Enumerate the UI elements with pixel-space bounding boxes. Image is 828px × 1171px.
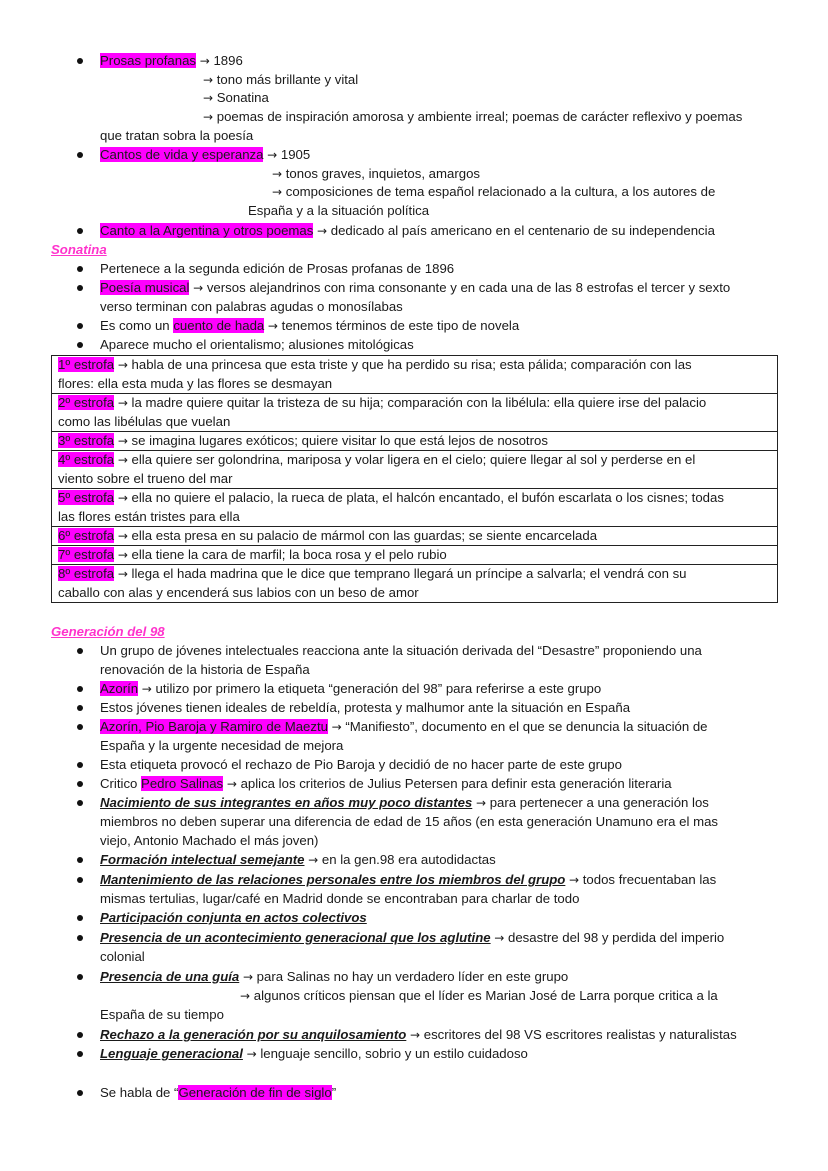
table-row: 5º estrofa → ella no quiere el palacio, la rueca de plata, el halcón encantado, el bufón escarlata o los cisnes; todas <box>58 490 724 505</box>
work-cantos-de-vida: Cantos de vida y esperanza → 1905 <box>100 147 311 162</box>
criterion-title: Presencia de una guía <box>100 969 240 984</box>
table-row: 8º estrofa → llega el hada madrina que le dice que temprano llegará un príncipe a salvarla; el vendrá con su <box>58 566 687 581</box>
bullet <box>77 762 83 768</box>
arrow-icon: → <box>203 110 214 124</box>
bullet <box>77 1032 83 1038</box>
document-page: Prosas profanas → 1896 → tono más brillante y vital → Sonatina → poemas de inspiración amorosa y ambiente irreal; poemas de carácter reflexivo y poemas que tratan sobra la poesía Cantos de vida y esperanza → 1905 → tonos graves, inquietos, amargos → composiciones de tema español relacionado a la cultura, a los autores de España y a la situación política Canto a la Argentina y otros poemas → dedicado al país americano en el centenario de su independencia Sonatina Pertenece a la segunda edición de Prosas profanas de 1896 Poesía musical → versos alejandrinos con rima consonante y en cada una de las 8 estrofas el tercer y sexto verso terminan con palabras agudas o monosílabas Es como un cuento de hada → tenemos términos de este tipo de novela Aparece mucho el orientalismo; alusiones mitológicas 1º estrofa → habla de una princesa que esta triste y que ha perdido su risa; esta pálida; comparación con las flores: ella esta muda y las flores se desmayan 2º estrofa → la madre quiere quitar la tristeza de su hija; comparación con la libélula: ella quiere irse del palacio como las libélulas que vuelan 3º estrofa → se imagina lugares exóticos; quiere visitar lo que está lejos de nosotros 4º estrofa → ella quiere ser golondrina, mariposa y volar ligera en el cielo; quiere llegar al sol y perderse en el viento sobre el trueno del mar 5º estrofa → ella no quiere el palacio, la rueca de plata, el halcón encantado, el bufón escarlata o los cisnes; todas las flores están tristes para ella 6º estrofa → ella esta presa en su palacio de mármol con las guardas; se siente encarcelada 7º estrofa → ella tiene la cara de marfil; la boca rosa y el pelo rubio 8º estrofa → llega el hada madrina que le dice que temprano llegará un príncipe a salvarla; el vendrá con su caballo con alas y encenderá sus labios con un beso de amor Generación del 98 Un grupo de jóvenes intelectuales reacciona ante la situación derivada del “Desastre” proponiendo una renovación de la historia de España Azorín → utilizo por primero la etiqueta “generación del 98” para referirse a este grupo Estos jóvenes tienen ideales de rebeldía, protesta y malhumor ante la situación en España Azorín, Pio Baroja y Ramiro de Maeztu → “Manifiesto”, documento en el que se denuncia la situación de España y la urgente necesidad de mejora Esta etiqueta provocó el rechazo de Pio Baroja y decidió de no hacer parte de este grupo Critico Pedro Salinas → aplica los criterios de Julius Petersen para definir esta generación literaria Nacimiento de sus integrantes en años muy poco distantes → para pertenecer a una generación los miembros no deben superar una diferencia de edad de 15 años (en esta generación Unamuno era el mas viejo, Antonio Machado el más joven) Formación intelectual semejante → en la gen.98 era autodidactas Mantenimiento de las relaciones personales entre los miembros del grupo → todos frecuentaban las mismas tertulias, lugar/café en Madrid donde se encontraban para charlar de todo Participación conjunta en actos colectivos Presencia de un acontecimiento generacional que los aglutine → desastre del 98 y perdida del imperio colonial Presencia de una guía → para Salinas no hay un verdadero líder en este grupo → algunos críticos piensan que el líder es Marian José de Larra porque critica a la España de su tiempo Rechazo a la generación por su anquilosamiento → escritores del 98 VS escritores realistas y naturalistas Lenguaje generacional → lenguaje sencillo, sobrio y un estilo cuidadoso Se habla de “Generación de fin de siglo” <box>0 0 828 1171</box>
stanza-label: 8º estrofa <box>58 566 115 581</box>
highlight: Pedro Salinas <box>141 776 224 791</box>
work-prosas-profanas: Prosas profanas → 1896 <box>100 53 243 68</box>
criterion-title: Participación conjunta en actos colectivos <box>100 910 367 925</box>
arrow-icon: → <box>193 281 204 295</box>
arrow-icon: → <box>141 682 152 696</box>
arrow-icon: → <box>117 548 128 562</box>
bullet <box>77 1051 83 1057</box>
criterion-title: Presencia de un acontecimiento generacional que los aglutine <box>100 930 491 945</box>
bullet <box>77 1090 83 1096</box>
table-row: 7º estrofa → ella tiene la cara de marfil; la boca rosa y el pelo rubio <box>58 547 447 562</box>
highlight: cuento de hada <box>173 318 265 333</box>
bullet <box>77 266 83 272</box>
arrow-icon: → <box>226 777 237 791</box>
bullet <box>77 974 83 980</box>
stanza-label: 1º estrofa <box>58 357 115 372</box>
table-row: 3º estrofa → se imagina lugares exóticos; quiere visitar lo que está lejos de nosotros <box>58 433 548 448</box>
stanza-label: 7º estrofa <box>58 547 115 562</box>
arrow-icon: → <box>240 989 251 1003</box>
arrow-icon: → <box>117 491 128 505</box>
arrow-icon: → <box>569 873 580 887</box>
bullet <box>77 781 83 787</box>
bullet <box>77 228 83 234</box>
criterion-title: Nacimiento de sus integrantes en años muy poco distantes <box>100 795 473 810</box>
highlight-work-title: Canto a la Argentina y otros poemas <box>100 223 314 238</box>
criterion-title: Formación intelectual semejante <box>100 852 305 867</box>
highlight-work-title: Cantos de vida y esperanza <box>100 147 264 162</box>
table-row: 6º estrofa → ella esta presa en su palacio de mármol con las guardas; se siente encarcelada <box>58 528 598 543</box>
arrow-icon: → <box>117 453 128 467</box>
arrow-icon: → <box>317 224 328 238</box>
section-title-generacion-98: Generación del 98 <box>51 624 165 639</box>
bullet <box>77 915 83 921</box>
bullet <box>77 323 83 329</box>
stanza-label: 2º estrofa <box>58 395 115 410</box>
arrow-icon: → <box>246 1047 257 1061</box>
bullet <box>77 800 83 806</box>
work-canto-argentina: Canto a la Argentina y otros poemas → dedicado al país americano en el centenario de su independencia <box>100 223 715 238</box>
highlight: Azorín <box>100 681 139 696</box>
arrow-icon: → <box>117 358 128 372</box>
arrow-icon: → <box>199 54 210 68</box>
bullet <box>77 152 83 158</box>
arrow-icon: → <box>272 167 283 181</box>
arrow-icon: → <box>410 1028 421 1042</box>
arrow-icon: → <box>203 73 214 87</box>
arrow-icon: → <box>117 529 128 543</box>
stanza-label: 6º estrofa <box>58 528 115 543</box>
highlight-work-title: Prosas profanas <box>100 53 197 68</box>
criterion-title: Mantenimiento de las relaciones personales entre los miembros del grupo <box>100 872 566 887</box>
arrow-icon: → <box>272 185 283 199</box>
arrow-icon: → <box>117 396 128 410</box>
stanza-label: 5º estrofa <box>58 490 115 505</box>
bullet <box>77 58 83 64</box>
bullet <box>77 285 83 291</box>
bullet <box>77 648 83 654</box>
section-title-sonatina: Sonatina <box>51 242 107 257</box>
table-row: 1º estrofa → habla de una princesa que esta triste y que ha perdido su risa; esta pálida; comparación con las <box>58 357 692 372</box>
highlight: Generación de fin de siglo <box>178 1085 332 1100</box>
arrow-icon: → <box>494 931 505 945</box>
highlight: Azorín, Pio Baroja y Ramiro de Maeztu <box>100 719 328 734</box>
table-row: 2º estrofa → la madre quiere quitar la tristeza de su hija; comparación con la libélula: ella quiere irse del palacio <box>58 395 707 410</box>
arrow-icon: → <box>267 148 278 162</box>
arrow-icon: → <box>267 319 278 333</box>
bullet <box>77 686 83 692</box>
arrow-icon: → <box>117 567 128 581</box>
bullet <box>77 877 83 883</box>
arrow-icon: → <box>308 853 319 867</box>
arrow-icon: → <box>242 970 253 984</box>
stanza-label: 3º estrofa <box>58 433 115 448</box>
bullet <box>77 857 83 863</box>
criterion-title: Rechazo a la generación por su anquilosamiento <box>100 1027 407 1042</box>
table-row: 4º estrofa → ella quiere ser golondrina, mariposa y volar ligera en el cielo; quiere llegar al sol y perderse en el <box>58 452 696 467</box>
arrow-icon: → <box>203 91 214 105</box>
highlight: Poesía musical <box>100 280 190 295</box>
arrow-icon: → <box>117 434 128 448</box>
stanza-label: 4º estrofa <box>58 452 115 467</box>
criterion-title: Lenguaje generacional <box>100 1046 243 1061</box>
arrow-icon: → <box>475 796 487 810</box>
bullet <box>77 342 83 348</box>
bullet <box>77 705 83 711</box>
arrow-icon: → <box>331 720 342 734</box>
bullet <box>77 724 83 730</box>
bullet <box>77 935 83 941</box>
